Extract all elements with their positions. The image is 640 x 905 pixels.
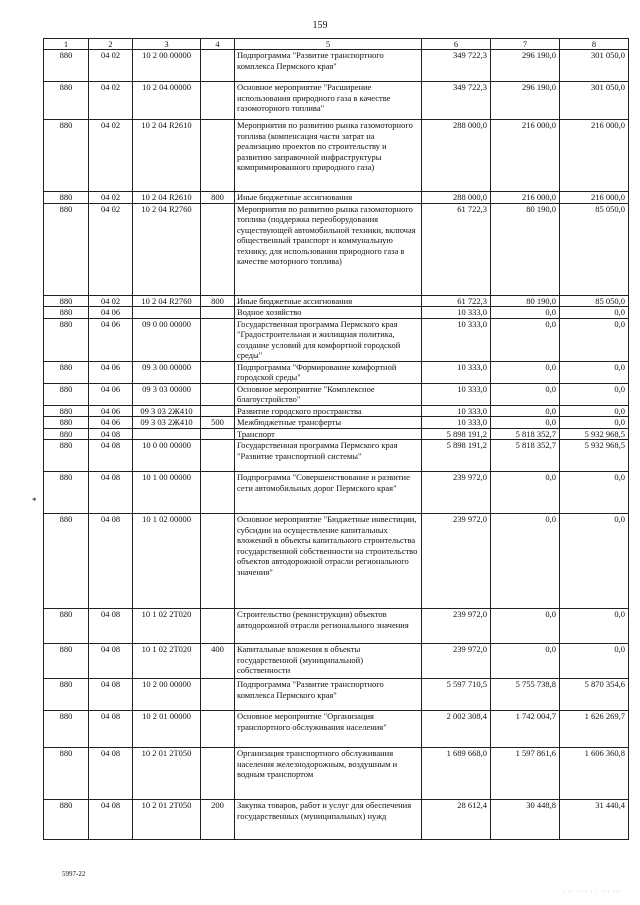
budget-code-cell: 880 [44,417,89,429]
amount-year3-cell: 0,0 [560,383,629,405]
target-article-cell: 10 2 01 2Т050 [133,748,201,800]
amount-year1-cell: 5 597 710,5 [422,679,491,711]
amount-year1-cell: 239 972,0 [422,609,491,644]
budget-code-cell: 880 [44,514,89,609]
expense-type-cell [201,120,235,192]
column-header: 2 [89,39,133,50]
budget-code-cell: 880 [44,307,89,319]
table-row [44,318,629,361]
amount-year3-cell: 0,0 [560,609,629,644]
margin-marker: * [32,496,37,506]
section-code-cell: 04 06 [89,307,133,319]
budget-code-cell: 880 [44,383,89,405]
amount-year3-cell: 301 050,0 [560,50,629,82]
expense-type-cell [201,609,235,644]
section-code-cell: 04 08 [89,440,133,472]
item-name-cell: Мероприятия по развитию рынка газомоторного топлива (поддержка переоборудования существующей автомобильной техники, включая общественный транспорт и коммунальную технику, для использования природного газа в качестве моторного топлива) [235,203,422,295]
amount-year2-cell: 0,0 [491,514,560,609]
table-row [44,82,629,120]
section-code-cell: 04 06 [89,383,133,405]
column-header: 4 [201,39,235,50]
section-code-cell: 04 02 [89,50,133,82]
target-article-cell: 10 2 04 R2610 [133,120,201,192]
column-header: 6 [422,39,491,50]
amount-year3-cell: 5 870 354,6 [560,679,629,711]
expense-type-cell [201,679,235,711]
amount-year3-cell: 1 606 360,8 [560,748,629,800]
section-code-cell: 04 02 [89,295,133,307]
table-row [44,644,629,679]
expense-type-cell [201,405,235,417]
footer-code: 5997-22 [62,870,86,878]
table-row [44,120,629,192]
amount-year3-cell: 0,0 [560,472,629,514]
section-code-cell: 04 02 [89,203,133,295]
amount-year2-cell: 80 190,0 [491,203,560,295]
expense-type-cell [201,711,235,748]
table-row [44,405,629,417]
budget-code-cell: 880 [44,644,89,679]
amount-year3-cell: 85 050,0 [560,203,629,295]
section-code-cell: 04 08 [89,800,133,840]
table-row [44,440,629,472]
budget-code-cell: 880 [44,203,89,295]
target-article-cell: 10 1 02 00000 [133,514,201,609]
budget-code-cell: 880 [44,609,89,644]
amount-year3-cell: 0,0 [560,361,629,383]
expense-type-cell [201,428,235,440]
amount-year2-cell: 80 190,0 [491,295,560,307]
amount-year1-cell: 10 333,0 [422,361,491,383]
expense-type-cell [201,514,235,609]
amount-year2-cell: 216 000,0 [491,120,560,192]
amount-year3-cell: 5 932 968,5 [560,440,629,472]
amount-year1-cell: 349 722,3 [422,82,491,120]
target-article-cell: 10 2 01 2Т050 [133,800,201,840]
section-code-cell: 04 08 [89,428,133,440]
item-name-cell: Иные бюджетные ассигнования [235,295,422,307]
amount-year1-cell: 239 972,0 [422,644,491,679]
amount-year2-cell: 1 742 004,7 [491,711,560,748]
target-article-cell: 09 3 03 2Ж410 [133,417,201,429]
budget-code-cell: 880 [44,361,89,383]
expense-type-cell: 500 [201,417,235,429]
item-name-cell: Подпрограмма "Формирование комфортной городской среды" [235,361,422,383]
table-row [44,800,629,840]
column-header: 5 [235,39,422,50]
expense-type-cell [201,203,235,295]
amount-year1-cell: 10 333,0 [422,318,491,361]
table-row [44,609,629,644]
budget-code-cell: 880 [44,318,89,361]
section-code-cell: 04 06 [89,417,133,429]
amount-year2-cell: 296 190,0 [491,82,560,120]
expense-type-cell [201,440,235,472]
target-article-cell: 10 2 04 00000 [133,82,201,120]
section-code-cell: 04 08 [89,711,133,748]
amount-year3-cell: 301 050,0 [560,82,629,120]
amount-year2-cell: 216 000,0 [491,192,560,204]
target-article-cell: 10 1 00 00000 [133,472,201,514]
amount-year1-cell: 5 898 191,2 [422,428,491,440]
section-code-cell: 04 06 [89,405,133,417]
item-name-cell: Строительство (реконструкция) объектов автодорожной отрасли регионального значения [235,609,422,644]
expense-type-cell: 200 [201,800,235,840]
budget-table-container [43,38,628,840]
expense-type-cell [201,383,235,405]
scan-mark: · ·· ·· · · · ··· ··· [562,889,622,895]
item-name-cell: Иные бюджетные ассигнования [235,192,422,204]
amount-year3-cell: 0,0 [560,417,629,429]
amount-year2-cell: 0,0 [491,644,560,679]
amount-year1-cell: 10 333,0 [422,417,491,429]
target-article-cell: 10 1 02 2Т020 [133,609,201,644]
amount-year3-cell: 85 050,0 [560,295,629,307]
section-code-cell: 04 08 [89,514,133,609]
budget-code-cell: 880 [44,748,89,800]
item-name-cell: Транспорт [235,428,422,440]
amount-year1-cell: 28 612,4 [422,800,491,840]
expense-type-cell [201,748,235,800]
budget-code-cell: 880 [44,82,89,120]
amount-year1-cell: 10 333,0 [422,383,491,405]
target-article-cell: 10 2 00 00000 [133,50,201,82]
item-name-cell: Мероприятия по развитию рынка газомоторного топлива (компенсация части затрат на реализацию проектов по строительству и развитию заправочной инфраструктуры компримированного природного газа) [235,120,422,192]
amount-year2-cell: 1 597 861,6 [491,748,560,800]
amount-year2-cell: 0,0 [491,405,560,417]
item-name-cell: Государственная программа Пермского края "Развитие транспортной системы" [235,440,422,472]
table-row [44,192,629,204]
section-code-cell: 04 06 [89,318,133,361]
budget-code-cell: 880 [44,405,89,417]
table-row [44,361,629,383]
item-name-cell: Государственная программа Пермского края "Градостроительная и жилищная политика, создание условий для комфортной городской среды" [235,318,422,361]
target-article-cell: 10 2 04 R2760 [133,295,201,307]
table-row [44,679,629,711]
expense-type-cell [201,50,235,82]
amount-year1-cell: 288 000,0 [422,192,491,204]
amount-year1-cell: 239 972,0 [422,472,491,514]
item-name-cell: Основное мероприятие "Организация транспортного обслуживания населения" [235,711,422,748]
item-name-cell: Водное хозяйство [235,307,422,319]
amount-year1-cell: 10 333,0 [422,405,491,417]
expense-type-cell [201,82,235,120]
budget-code-cell: 880 [44,440,89,472]
table-row [44,748,629,800]
budget-code-cell: 880 [44,192,89,204]
budget-code-cell: 880 [44,50,89,82]
target-article-cell: 09 3 00 00000 [133,361,201,383]
item-name-cell: Капитальные вложения в объекты государственной (муниципальной) собственности [235,644,422,679]
amount-year3-cell: 0,0 [560,318,629,361]
amount-year3-cell: 0,0 [560,644,629,679]
target-article-cell: 09 3 03 00000 [133,383,201,405]
target-article-cell: 10 2 00 00000 [133,679,201,711]
budget-code-cell: 880 [44,711,89,748]
table-row [44,203,629,295]
amount-year1-cell: 239 972,0 [422,514,491,609]
item-name-cell: Основное мероприятие "Бюджетные инвестиции, субсидии на осуществление капитальных вложений в объекты капитального строительства государственной собственности на строительство объектов автодорожной отрасли регионального значения" [235,514,422,609]
section-code-cell: 04 08 [89,644,133,679]
amount-year3-cell: 216 000,0 [560,192,629,204]
amount-year2-cell: 0,0 [491,318,560,361]
section-code-cell: 04 02 [89,82,133,120]
item-name-cell: Подпрограмма "Совершенствование и развитие сети автомобильных дорог Пермского края" [235,472,422,514]
table-body [44,50,629,840]
amount-year3-cell: 5 932 968,5 [560,428,629,440]
item-name-cell: Межбюджетные трансферты [235,417,422,429]
amount-year3-cell: 1 626 269,7 [560,711,629,748]
budget-table [43,38,629,840]
amount-year2-cell: 0,0 [491,361,560,383]
target-article-cell [133,428,201,440]
amount-year2-cell: 0,0 [491,383,560,405]
item-name-cell: Закупка товаров, работ и услуг для обеспечения государственных (муниципальных) нужд [235,800,422,840]
table-row [44,472,629,514]
amount-year3-cell: 216 000,0 [560,120,629,192]
item-name-cell: Основное мероприятие "Комплексное благоустройство" [235,383,422,405]
budget-code-cell: 880 [44,428,89,440]
table-row [44,711,629,748]
target-article-cell: 09 0 00 00000 [133,318,201,361]
amount-year3-cell: 0,0 [560,307,629,319]
column-header: 7 [491,39,560,50]
table-row [44,50,629,82]
table-row [44,383,629,405]
amount-year3-cell: 0,0 [560,514,629,609]
section-code-cell: 04 08 [89,472,133,514]
expense-type-cell: 800 [201,192,235,204]
section-code-cell: 04 02 [89,192,133,204]
target-article-cell: 09 3 03 2Ж410 [133,405,201,417]
amount-year1-cell: 2 002 308,4 [422,711,491,748]
table-row [44,514,629,609]
section-code-cell: 04 08 [89,679,133,711]
column-header: 8 [560,39,629,50]
amount-year2-cell: 0,0 [491,472,560,514]
item-name-cell: Организация транспортного обслуживания населения железнодорожным, воздушным и водным транспортом [235,748,422,800]
section-code-cell: 04 08 [89,609,133,644]
page-number: 159 [312,20,328,31]
item-name-cell: Подпрограмма "Развитие транспортного комплекса Пермского края" [235,50,422,82]
table-row [44,417,629,429]
amount-year1-cell: 349 722,3 [422,50,491,82]
budget-code-cell: 880 [44,472,89,514]
expense-type-cell [201,318,235,361]
target-article-cell: 10 1 02 2Т020 [133,644,201,679]
section-code-cell: 04 08 [89,748,133,800]
target-article-cell [133,307,201,319]
table-row [44,295,629,307]
expense-type-cell: 400 [201,644,235,679]
item-name-cell: Основное мероприятие "Расширение использования природного газа в качестве газомоторного топлива" [235,82,422,120]
amount-year2-cell: 0,0 [491,307,560,319]
expense-type-cell [201,472,235,514]
amount-year2-cell: 0,0 [491,609,560,644]
item-name-cell: Развитие городского пространства [235,405,422,417]
amount-year2-cell: 0,0 [491,417,560,429]
column-header: 3 [133,39,201,50]
amount-year2-cell: 5 818 352,7 [491,428,560,440]
table-row [44,428,629,440]
amount-year2-cell: 30 448,8 [491,800,560,840]
expense-type-cell [201,307,235,319]
amount-year2-cell: 5 755 738,8 [491,679,560,711]
budget-code-cell: 880 [44,800,89,840]
section-code-cell: 04 02 [89,120,133,192]
expense-type-cell [201,361,235,383]
column-header: 1 [44,39,89,50]
expense-type-cell: 800 [201,295,235,307]
amount-year3-cell: 0,0 [560,405,629,417]
amount-year1-cell: 1 689 668,0 [422,748,491,800]
budget-code-cell: 880 [44,120,89,192]
table-row [44,307,629,319]
target-article-cell: 10 2 04 R2610 [133,192,201,204]
target-article-cell: 10 2 04 R2760 [133,203,201,295]
amount-year1-cell: 5 898 191,2 [422,440,491,472]
amount-year1-cell: 288 000,0 [422,120,491,192]
budget-code-cell: 880 [44,295,89,307]
section-code-cell: 04 06 [89,361,133,383]
amount-year3-cell: 31 440,4 [560,800,629,840]
amount-year2-cell: 296 190,0 [491,50,560,82]
target-article-cell: 10 0 00 00000 [133,440,201,472]
column-number-row [44,39,629,50]
amount-year1-cell: 61 722,3 [422,203,491,295]
target-article-cell: 10 2 01 00000 [133,711,201,748]
budget-code-cell: 880 [44,679,89,711]
item-name-cell: Подпрограмма "Развитие транспортного комплекса Пермского края" [235,679,422,711]
amount-year2-cell: 5 818 352,7 [491,440,560,472]
amount-year1-cell: 61 722,3 [422,295,491,307]
amount-year1-cell: 10 333,0 [422,307,491,319]
